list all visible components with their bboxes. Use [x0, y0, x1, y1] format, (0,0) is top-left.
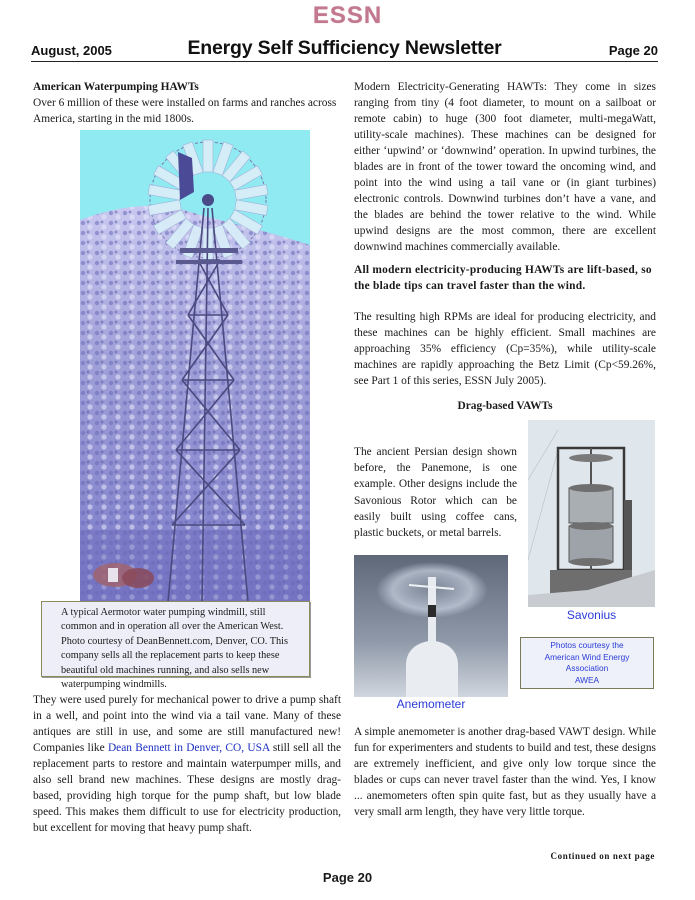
newsletter-title: Energy Self Sufficiency Newsletter: [187, 37, 502, 59]
footer-page-number: Page 20: [322, 870, 373, 885]
credit-line: Association: [565, 663, 609, 673]
photo-credit-box: [520, 637, 654, 689]
windmill-illustration: [80, 130, 310, 602]
modern-hawts-paragraph: Modern Electricity-Generating HAWTs: They come in sizes ranging from tiny (4 foot diameter, to mount on a sailboat or remote cabin) to huge (300 foot diameter, multi-megaWatt, utility-scale machines). These machines can be designed for either ‘upwind’ or ‘downwind’ operation. In upwind turbines, the blades are in front of the tower toward the oncoming wind, and point into the wind using a tail vane or (in giant turbines) electronic controls. Downwind turbines don’t have a vane, and the blades are behind the tower relative to the wind. While upwind designs are the most common, there are excellent downwind machines commercially available.: [354, 81, 656, 253]
savonius-photo: [528, 420, 655, 607]
tail-vane: [178, 152, 194, 200]
waterpumper-body-paragraph: [33, 692, 341, 836]
intro-paragraph: Over 6 million of these were installed on farms and ranches across America, starting in the mid 1800s.: [33, 97, 337, 125]
windmill-photo: [80, 130, 310, 602]
lift-based-paragraph: All modern electricity-producing HAWTs are lift-based, so the blade tips can travel faster than the wind.: [354, 264, 652, 292]
credit-line: AWEA: [574, 674, 600, 685]
windmill-caption: A typical Aermotor water pumping windmill, still common and in operation all over the American West. Photo courtesy of DeanBennett.com, Denver, CO. This company sells all the replacement parts to keep these beautiful old machines running, and also sells new waterpumping windmills.: [41, 601, 310, 677]
newsletter-logo: ESSN: [312, 2, 383, 29]
left-column-intro: [33, 79, 341, 127]
credit-line: American Wind Energy: [544, 651, 630, 662]
section-heading-waterpumping: American Waterpumping HAWTs: [33, 81, 199, 93]
continued-on-next-page[interactable]: Continued on next page: [550, 851, 655, 861]
anemometer-label: Anemometer: [396, 697, 466, 711]
savonius-illustration: [528, 420, 655, 607]
anemometer-paragraph: A simple anemometer is another drag-based VAWT design. While fun for experimenters and students to build and test, these designs are extremely inefficient, and give only low torque since the blades or cups can never travel faster than the wind. Yes, I know ... anemometers often spin quite fast, but as they usually have a very small arm length, they have very little torque.: [354, 726, 656, 818]
header-page-number: Page 20: [608, 43, 658, 58]
body-text-after-link: still sell all the replacement parts to restore and maintain waterpumper mills, and also sell brand new machines. These designs are mostly drag-based, providing high torque for the pump shaft, but low blade speed. This makes them difficult to use for electricity production, but excellent for moving that heavy pump shaft.: [33, 742, 341, 834]
dean-bennett-link[interactable]: Dean Bennett in Denver, CO, USA: [107, 742, 270, 754]
issue-date: August, 2005: [31, 43, 112, 58]
page-header: [31, 36, 658, 62]
drag-based-vawts-heading: Drag-based VAWTs: [457, 400, 553, 412]
persian-design-paragraph: The ancient Persian design shown before, the Panemone, is one example. Other designs include the Savonious Rotor which can be easily built using coffee cans, plastic buckets, or metal barrels.: [354, 446, 517, 540]
rpm-efficiency-paragraph: The resulting high RPMs are ideal for producing electricity, and these machines can be highly efficient. Small machines are approaching 35% efficiency (Cp=35%), while utility-scale machines are rapidly approaching the Betz Limit (Cp<59.26%, see Part 1 of this series, ESSN July 2005).: [354, 311, 656, 387]
body-text-before-link: They were used purely for mechanical power to drive a pump shaft in a well, and point into the wind via a tail vane. Many of these antiques are still in use, and some are still manufactured new! Companies like: [33, 694, 341, 754]
anemometer-photo: [354, 555, 508, 697]
savonius-label: Savonius: [566, 608, 617, 622]
anemometer-illustration: [354, 555, 508, 697]
credit-line: Photos courtesy the: [550, 640, 624, 650]
